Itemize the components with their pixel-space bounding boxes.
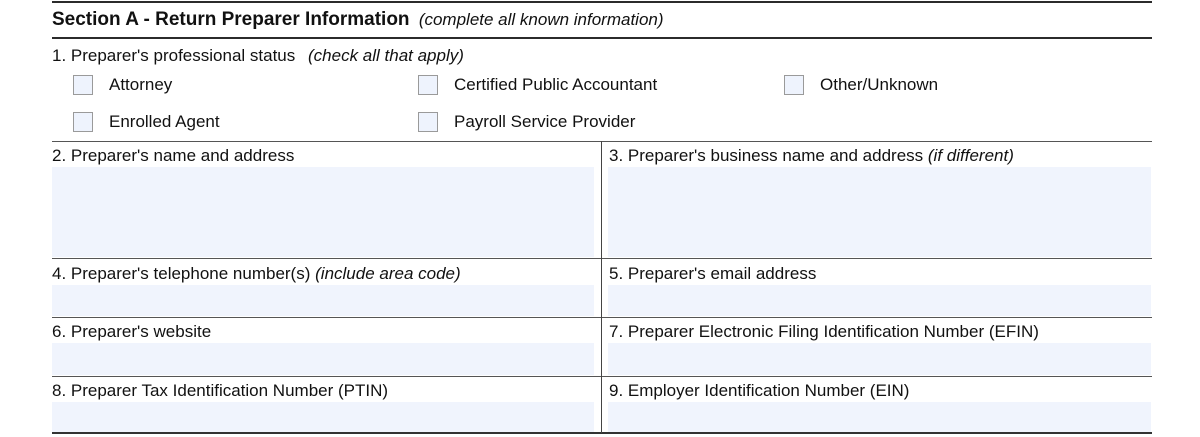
preparer-name-address-input[interactable] (52, 167, 594, 257)
bottom-rule (52, 432, 1152, 434)
field-label-website (52, 322, 211, 342)
ein-input[interactable] (608, 402, 1151, 432)
option-attorney-label: Attorney (109, 75, 173, 94)
field-label-text: 6. Preparer's website (52, 322, 212, 341)
row-divider (52, 141, 1152, 142)
q1-label: 1. Preparer's professional status (52, 46, 296, 65)
field-label-note: (if different) (927, 146, 1014, 165)
option-payroll-service-provider[interactable] (418, 112, 635, 132)
row-divider (52, 376, 1152, 377)
section-title-text: Section A - Return Preparer Information (52, 9, 410, 30)
option-attorney[interactable] (73, 75, 172, 95)
section-title (52, 9, 664, 31)
website-input[interactable] (52, 343, 594, 375)
checkbox-payroll-service-provider[interactable] (418, 112, 438, 132)
field-label-text: 8. Preparer Tax Identification Number (PTIN) (52, 381, 389, 400)
field-label-name-address (52, 146, 294, 166)
q1-heading (52, 46, 464, 66)
telephone-input[interactable] (52, 285, 594, 316)
field-label-text: 7. Preparer Electronic Filing Identification Number (EFIN) (609, 322, 1039, 341)
option-enrolled-agent[interactable] (73, 112, 220, 132)
checkbox-enrolled-agent[interactable] (73, 112, 93, 132)
field-label-text: 2. Preparer's name and address (52, 146, 295, 165)
field-label-text: 5. Preparer's email address (609, 264, 817, 283)
row-divider (52, 317, 1152, 318)
field-label-ptin (52, 381, 388, 401)
q1-note: (check all that apply) (308, 46, 464, 65)
efin-input[interactable] (608, 343, 1151, 375)
option-other-unknown[interactable] (784, 75, 938, 95)
option-payroll-service-provider-label: Payroll Service Provider (454, 112, 636, 131)
row-divider (52, 258, 1152, 259)
option-cpa-label: Certified Public Accountant (454, 75, 658, 94)
field-label-business-name-address (609, 146, 1014, 166)
option-other-unknown-label: Other/Unknown (820, 75, 939, 94)
option-cpa[interactable] (418, 75, 657, 95)
column-divider (601, 141, 602, 433)
field-label-text: 4. Preparer's telephone number(s) (52, 264, 311, 283)
email-input[interactable] (608, 285, 1151, 316)
field-label-text: 3. Preparer's business name and address (609, 146, 924, 165)
section-title-note: (complete all known information) (418, 10, 664, 29)
field-label-text: 9. Employer Identification Number (EIN) (609, 381, 910, 400)
field-label-email (609, 264, 816, 284)
checkbox-attorney[interactable] (73, 75, 93, 95)
top-rule (52, 1, 1152, 3)
business-name-address-input[interactable] (608, 167, 1151, 257)
ptin-input[interactable] (52, 402, 594, 432)
field-label-ein (609, 381, 909, 401)
checkbox-other-unknown[interactable] (784, 75, 804, 95)
field-label-efin (609, 322, 1039, 342)
title-rule (52, 37, 1152, 39)
field-label-note: (include area code) (315, 264, 461, 283)
field-label-telephone (52, 264, 461, 284)
checkbox-cpa[interactable] (418, 75, 438, 95)
option-enrolled-agent-label: Enrolled Agent (109, 112, 220, 131)
